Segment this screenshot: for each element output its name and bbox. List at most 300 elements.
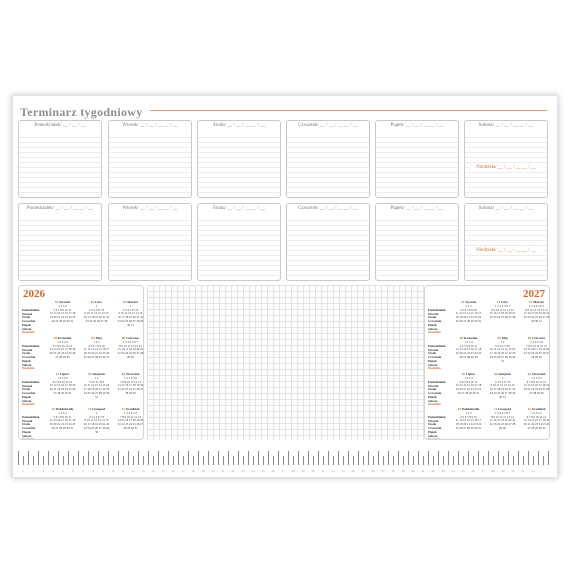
- day-box[interactable]: [108, 120, 192, 198]
- weekday-name: Poniedziałek: [428, 415, 446, 419]
- ruler-tick: [383, 456, 384, 465]
- ruler-tick: [433, 456, 434, 465]
- ruler-tick: [218, 451, 219, 465]
- week-line: 7 8 9 10 11 12 13: [120, 414, 141, 419]
- month-days: [81, 412, 112, 434]
- month-name: Sierpień: [498, 372, 511, 376]
- week-line: 1 2 3: [93, 340, 100, 344]
- day-label: Czwartek/ __ / __ / __ __ / __: [287, 206, 369, 213]
- weekday-name: Poniedziałek: [22, 344, 40, 348]
- weekday-name: Piątek: [22, 429, 31, 434]
- ruler-label: 9: [102, 469, 104, 473]
- week-line: 8 9 10 11 12 13 14: [119, 343, 142, 348]
- day-box[interactable]: [464, 203, 548, 281]
- week-line: 1 2: [500, 340, 505, 344]
- month-name: Wrzesień: [125, 372, 140, 376]
- ruler-label: 52: [531, 469, 535, 473]
- week-line: 1: [129, 304, 132, 308]
- month-number: 02: [496, 300, 501, 304]
- ruler-tick: [343, 456, 344, 465]
- week-line: 1 2 3 4: [58, 411, 67, 415]
- ruler-label: 40: [411, 469, 415, 473]
- weekday-name: Czwartek: [22, 426, 36, 431]
- ruler-tick: [263, 456, 264, 465]
- week-line: 2 3 4 5 6 7 8: [495, 379, 510, 384]
- weekday-name: Sobota: [428, 326, 438, 331]
- week-line: 14 15 16 17 18 19 20: [117, 418, 144, 423]
- week-line: 12 13 14 15 16 17 18: [49, 311, 76, 316]
- ruler-tick: [148, 451, 149, 465]
- ruler-tick: [348, 451, 349, 465]
- week-line: 10 11 12 13 14 15 16: [83, 383, 110, 388]
- ruler-label: 10: [111, 469, 115, 473]
- weekday-name: Niedziela: [22, 330, 35, 335]
- calendar-2026: [18, 285, 144, 440]
- week-line: 30 31: [127, 322, 134, 327]
- week-line: 1: [95, 304, 98, 308]
- day-box[interactable]: [464, 120, 548, 198]
- notes-grid[interactable]: [147, 285, 424, 440]
- ruler-label: 7: [82, 469, 84, 473]
- week-line: 1 2 3 4 5 6: [124, 411, 137, 415]
- weekday-name: Czwartek: [428, 391, 442, 396]
- ruler-tick: [198, 451, 199, 465]
- ruler-tick: [158, 451, 159, 465]
- weekday-name: Czwartek: [22, 391, 36, 396]
- ruler-tick: [53, 456, 54, 465]
- day-label: Poniedziałek/ __ / __ / __ __ / __: [19, 206, 101, 213]
- ruler-tick: [103, 456, 104, 465]
- month-name: Maj: [95, 336, 102, 340]
- month-days: [521, 412, 550, 431]
- day-label: Sobota/ __ / __ / __ __ / __: [465, 206, 547, 213]
- month-days: [487, 305, 518, 320]
- month-days: [521, 305, 550, 324]
- month-number: 12: [121, 407, 125, 411]
- weekday-name: Niedziela: [428, 402, 441, 407]
- week-line: 25 26 27 28 29 30 31: [83, 354, 110, 359]
- ruler-tick: [58, 451, 59, 465]
- ruler-label: 17: [181, 469, 185, 473]
- month-name: Grudzień: [531, 407, 546, 411]
- month-name: Maj: [501, 336, 508, 340]
- calendar-2027: [424, 285, 550, 440]
- weekday-column: [428, 345, 445, 371]
- week-line: 6 7 8 9 10 11 12: [526, 379, 547, 384]
- week-line: 5 6 7 8 9 10 11: [53, 414, 72, 419]
- ruler-tick: [388, 451, 389, 465]
- month-name: Listopad: [498, 407, 511, 411]
- ruler-label: 15: [161, 469, 165, 473]
- ruler-tick: [443, 456, 444, 465]
- week-line: 28 29 30 31: [123, 425, 138, 430]
- month-days: [487, 341, 518, 363]
- ruler-tick: [468, 451, 469, 465]
- sunday-label: Niedziela/ __ / __ / __ __ / __: [469, 248, 543, 253]
- month-name: Kwiecień: [463, 336, 478, 340]
- ruler-tick: [123, 456, 124, 465]
- ruler-tick: [78, 451, 79, 465]
- month-block: [81, 336, 112, 360]
- ruler-label: 43: [441, 469, 445, 473]
- day-label: Wtorek/ __ / __ / __ __ / __: [109, 206, 191, 213]
- month-name: Sierpień: [92, 372, 105, 376]
- ruler-tick: [268, 451, 269, 465]
- week-line: 1 2 3 4: [464, 376, 473, 380]
- week-line: 19 20 21 22 23 24 25: [455, 351, 482, 356]
- month-days: [81, 305, 112, 324]
- week-line: 1 2 3 4: [58, 304, 67, 308]
- ruler-tick: [18, 451, 19, 465]
- ruler-label: 48: [491, 469, 495, 473]
- day-label: Wtorek/ __ / __ / __ __ / __: [109, 123, 191, 130]
- ruler-tick: [378, 451, 379, 465]
- ruler-tick: [423, 456, 424, 465]
- weekday-name: Piątek: [22, 322, 31, 327]
- ruler-tick: [473, 456, 474, 465]
- week-line: 1 2 3: [465, 411, 472, 415]
- week-line: 6 7 8 9 10 11 12: [52, 343, 73, 348]
- weekday-name: Sobota: [22, 433, 32, 438]
- ruler-label: 45: [461, 469, 465, 473]
- day-box[interactable]: [18, 120, 102, 198]
- day-label: Poniedziałek/ __ / __ / __: [19, 123, 101, 130]
- week-line: 7 8 9 10 11 12 13: [120, 379, 141, 384]
- ruler-tick: [38, 451, 39, 465]
- ruler-tick: [73, 456, 74, 465]
- week-line: 29 30: [127, 354, 134, 359]
- ruler-label: 42: [431, 469, 435, 473]
- weekday-name: Niedziela: [428, 366, 441, 371]
- ruler-tick: [368, 451, 369, 465]
- week-line: 27 28 29 30 31: [527, 425, 546, 430]
- ruler-label: 38: [391, 469, 395, 473]
- month-name: Lipiec: [60, 372, 70, 376]
- day-box[interactable]: [375, 203, 459, 281]
- weekday-name: Poniedziałek: [22, 380, 40, 384]
- week-line: 1 2 3 4 5 6 7: [495, 411, 510, 415]
- week-line: 22 23 24 25 26 27 28: [117, 351, 144, 356]
- month-days: [47, 377, 78, 396]
- weekday-name: Czwartek: [428, 355, 442, 360]
- ruler-tick: [413, 456, 414, 465]
- weekday-name: Wtorek: [428, 383, 439, 388]
- month-days: [47, 305, 78, 324]
- day-label: Piątek/ __ / __ / __ __ / __: [376, 123, 458, 130]
- month-block: [115, 336, 144, 360]
- ruler-tick: [503, 456, 504, 465]
- month-days: [453, 377, 484, 396]
- week-line: 29 30: [499, 425, 506, 430]
- ruler-tick: [113, 456, 114, 465]
- ruler-tick: [523, 456, 524, 465]
- month-number: 09: [121, 372, 126, 376]
- week-line: 1 2 3 4 5 6 7: [123, 340, 138, 344]
- weekday-name: Piątek: [22, 394, 31, 399]
- week-line: 1 2 3 4 5 6 7: [529, 304, 544, 308]
- week-line: 13 14 15 16 17 18 19: [523, 383, 550, 388]
- ruler-tick: [323, 456, 324, 465]
- week-line: 27 28 29 30: [529, 390, 544, 395]
- month-number: 08: [494, 372, 498, 376]
- month-block: [81, 407, 112, 434]
- ruler-tick: [48, 451, 49, 465]
- ruler-label: 25: [261, 469, 265, 473]
- ruler-tick: [178, 451, 179, 465]
- weekday-name: Piątek: [22, 358, 31, 363]
- week-line: 17 18 19 20 21 22 23: [83, 387, 110, 392]
- month-days: [453, 341, 484, 360]
- month-days: [47, 341, 78, 360]
- month-number: 07: [55, 372, 60, 376]
- ruler-tick: [408, 451, 409, 465]
- ruler-tick: [453, 456, 454, 465]
- week-line: 1 2 3 4: [464, 340, 473, 344]
- week-line: 18 19 20 21 22 23 24: [83, 351, 110, 356]
- ruler-label: 13: [141, 469, 145, 473]
- month-block: [453, 407, 484, 431]
- ruler-tick: [238, 451, 239, 465]
- week-line: 8 9 10 11 12 13 14: [491, 414, 514, 419]
- ruler-label: 31: [321, 469, 325, 473]
- week-line: 2 3 4 5 6 7 8: [89, 414, 104, 419]
- ruler-tick: [293, 456, 294, 465]
- ruler-tick: [273, 456, 274, 465]
- ruler-tick: [133, 456, 134, 465]
- week-line: 31: [95, 394, 98, 399]
- ruler-label: 35: [361, 469, 365, 473]
- ruler-tick: [498, 451, 499, 465]
- ruler-tick: [528, 451, 529, 465]
- week-line: 16 17 18 19 20 21 22: [83, 315, 110, 320]
- month-name: Czerwiec: [531, 336, 546, 340]
- weekday-name: Poniedziałek: [428, 380, 446, 384]
- month-block: [115, 300, 144, 327]
- month-block: [521, 407, 550, 431]
- ruler-tick: [298, 451, 299, 465]
- week-line: 9 10 11 12 13 14 15: [84, 418, 109, 423]
- ruler-tick: [403, 456, 404, 465]
- sunday-label: Niedziela/ __ / __ / __ __ / __: [469, 165, 543, 170]
- weekday-name: Czwartek: [428, 426, 442, 431]
- week-line: 3 4 5 6 7 8 9: [89, 379, 104, 384]
- ruler-label: 27: [281, 469, 285, 473]
- month-number: 06: [527, 336, 532, 340]
- week-line: 3 4 5 6 7 8 9: [495, 343, 510, 348]
- ruler-tick: [108, 451, 109, 465]
- ruler-tick: [533, 456, 534, 465]
- month-name: Listopad: [92, 407, 105, 411]
- week-line: 5 6 7 8 9 10 11: [459, 343, 478, 348]
- week-line: 30: [95, 429, 98, 434]
- ruler-tick: [488, 451, 489, 465]
- week-line: 24 25 26 27 28 29 30: [83, 390, 110, 395]
- ruler-label: 19: [201, 469, 205, 473]
- month-name: Lipiec: [466, 372, 476, 376]
- month-block: [81, 300, 112, 324]
- week-line: 26 27 28 29 30 31: [51, 425, 74, 430]
- ruler-tick: [548, 451, 549, 465]
- month-number: 01: [54, 300, 59, 304]
- ruler-label: 28: [291, 469, 295, 473]
- day-box[interactable]: [286, 203, 370, 281]
- week-line: 20 21 22 23 24 25 26: [49, 387, 76, 392]
- day-label: Środa/ __ / __ / __ __ / __: [198, 123, 280, 130]
- weekday-column: [22, 381, 39, 407]
- ruler-tick: [458, 451, 459, 465]
- month-name: Luty: [501, 300, 509, 304]
- ruler-tick: [193, 456, 194, 465]
- week-line: 11 12 13 14 15 16 17: [83, 347, 110, 352]
- month-number: 11: [494, 407, 498, 411]
- weekday-column: [22, 309, 39, 335]
- weekday-name: Sobota: [428, 398, 438, 403]
- weekday-name: Czwartek: [22, 319, 36, 324]
- week-line: 1 2 3 4 5 6: [124, 376, 137, 380]
- month-name: Luty: [95, 300, 103, 304]
- ruler-label: 1: [22, 469, 24, 473]
- week-line: 12 13 14 15 16 17 18: [455, 383, 482, 388]
- ruler-label: 11: [121, 469, 125, 473]
- ruler-tick: [63, 456, 64, 465]
- week-line: 1: [501, 376, 504, 380]
- month-number: 04: [459, 336, 464, 340]
- week-line: 15 16 17 18 19 20 21: [523, 311, 550, 316]
- month-block: [521, 336, 550, 360]
- week-line: 13 14 15 16 17 18 19: [523, 418, 550, 423]
- day-box[interactable]: [197, 203, 281, 281]
- month-days: [521, 341, 550, 360]
- weekday-name: Sobota: [22, 362, 32, 367]
- month-number: 03: [122, 300, 127, 304]
- ruler-tick: [493, 456, 494, 465]
- day-box[interactable]: [286, 120, 370, 198]
- month-name: Wrzesień: [531, 372, 546, 376]
- weekday-name: Środa: [428, 387, 437, 392]
- weekday-name: Środa: [22, 422, 31, 427]
- ruler-tick: [363, 456, 364, 465]
- week-line: 20 21 22 23 24 25 26: [49, 351, 76, 356]
- month-block: [453, 300, 484, 324]
- ruler-tick: [398, 451, 399, 465]
- month-block: [487, 336, 518, 363]
- ruler-tick: [418, 451, 419, 465]
- month-days: [453, 305, 484, 324]
- ruler-tick: [353, 456, 354, 465]
- week-line: 15 16 17 18 19 20 21: [489, 311, 516, 316]
- day-box[interactable]: [197, 120, 281, 198]
- ruler-label: 2: [32, 469, 34, 473]
- day-label: Czwartek/ __ / __ / __ __ / __: [287, 123, 369, 130]
- ruler-tick: [83, 456, 84, 465]
- ruler-tick: [33, 456, 34, 465]
- week-line: 14 15 16 17 18 19 20: [523, 347, 550, 352]
- month-name: Grudzień: [125, 407, 140, 411]
- ruler-label: 50: [511, 469, 515, 473]
- ruler-label: 47: [481, 469, 485, 473]
- ruler-label: 3: [42, 469, 44, 473]
- month-block: [453, 336, 484, 360]
- weekday-name: Poniedziałek: [22, 415, 40, 419]
- ruler-label: 37: [381, 469, 385, 473]
- week-line: 4 5 6 7 8 9 10: [460, 414, 477, 419]
- ruler-tick: [253, 456, 254, 465]
- weekday-name: Poniedziałek: [428, 308, 446, 312]
- week-line: 11 12 13 14 15 16 17: [455, 311, 482, 316]
- ruler-tick: [258, 451, 259, 465]
- weekday-name: Środa: [22, 387, 31, 392]
- week-line: 22 23 24 25 26 27 28: [489, 315, 516, 320]
- week-line: 1 2: [94, 376, 99, 380]
- ruler-tick: [438, 451, 439, 465]
- ruler-label: 16: [171, 469, 175, 473]
- day-box[interactable]: [375, 120, 459, 198]
- week-line: 15 16 17 18 19 20 21: [489, 418, 516, 423]
- title-rule: [150, 110, 547, 111]
- ruler-tick: [313, 456, 314, 465]
- month-days: [487, 412, 518, 431]
- ruler-label: 14: [151, 469, 155, 473]
- ruler-tick: [463, 456, 464, 465]
- month-block: [115, 407, 144, 431]
- month-number: 08: [88, 372, 92, 376]
- ruler-label: 8: [92, 469, 94, 473]
- ruler-label: 5: [62, 469, 64, 473]
- weekday-name: Wtorek: [22, 311, 33, 316]
- calendar-year: 2027: [523, 288, 545, 300]
- month-number: 10: [457, 407, 462, 411]
- weekday-name: Sobota: [428, 433, 438, 438]
- ruler-tick: [153, 456, 154, 465]
- week-line: 12 13 14 15 16 17 18: [49, 418, 76, 423]
- week-line: 22 23 24 25 26 27 28: [489, 422, 516, 427]
- weekday-name: Piątek: [428, 358, 437, 363]
- week-line: 23 24 25 26 27 28 29: [117, 318, 144, 323]
- month-name: Styczeń: [59, 300, 71, 304]
- ruler-tick: [543, 456, 544, 465]
- week-line: 4 5 6 7 8 9 10: [88, 343, 105, 348]
- ruler-tick: [143, 456, 144, 465]
- weekday-name: Środa: [22, 351, 31, 356]
- month-number: 09: [527, 372, 532, 376]
- week-line: 19 20 21 22 23 24 25: [455, 387, 482, 392]
- week-line: 4 5 6 7 8 9 10: [460, 307, 477, 312]
- month-number: 03: [528, 300, 533, 304]
- ruler-label: 33: [341, 469, 345, 473]
- week-line: 20 21 22 23 24 25 26: [523, 422, 550, 427]
- weekday-name: Poniedziałek: [428, 344, 446, 348]
- week-line: 1 2 3 4 5 6 7: [495, 304, 510, 308]
- weekday-column: [428, 381, 445, 407]
- weekday-name: Wtorek: [22, 347, 33, 352]
- month-block: [487, 407, 518, 431]
- week-line: 13 14 15 16 17 18 19: [49, 383, 76, 388]
- week-line: 20 21 22 23 24 25 26: [523, 387, 550, 392]
- month-block: [453, 372, 484, 396]
- month-number: 04: [53, 336, 58, 340]
- month-days: [115, 377, 144, 396]
- weekday-name: Wtorek: [22, 418, 33, 423]
- day-box[interactable]: [108, 203, 192, 281]
- day-box[interactable]: [18, 203, 102, 281]
- ruler-tick: [278, 451, 279, 465]
- weekday-name: Sobota: [428, 362, 438, 367]
- month-days: [115, 341, 144, 360]
- weekday-name: Środa: [428, 315, 437, 320]
- ruler-tick: [478, 451, 479, 465]
- week-line: 9 10 11 12 13 14 15: [118, 311, 143, 316]
- weekday-name: Piątek: [428, 322, 437, 327]
